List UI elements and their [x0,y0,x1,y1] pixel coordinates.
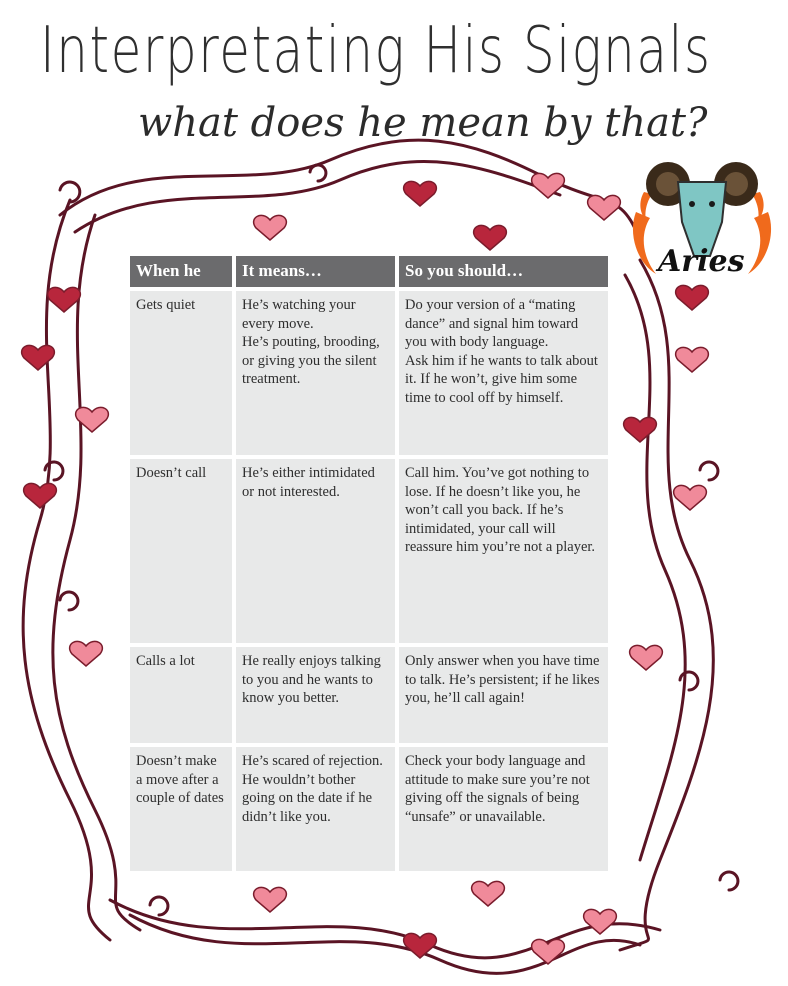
when-cell: Doesn’t make a move after a couple of dates [130,747,232,871]
column-header-should: So you should… [399,256,608,287]
should-cell: Call him. You’ve got nothing to lose. If he doesn’t like you, he won’t call you back. If he’s intimidated, your call will reassure him you’re not a player. [399,459,608,643]
means-cell: He’s watching your every move. He’s pouting, brooding, or giving you the silent treatment. [236,291,395,455]
table-row [130,291,608,455]
means-cell: He’s scared of rejection. He wouldn’t bother going on the date if he didn’t like you. [236,747,395,871]
should-cell: Only answer when you have time to talk. He’s persistent; if he likes you, he’ll call again! [399,647,608,743]
zodiac-label: Aries [658,244,745,279]
means-cell: He really enjoys talking to you and he wants to know you better. [236,647,395,743]
signals-table [130,256,608,875]
when-cell: Gets quiet [130,291,232,455]
page-title: Interpretating His Signals [40,14,712,88]
when-cell: Doesn’t call [130,459,232,643]
means-cell: He’s either intimidated or not interested. [236,459,395,643]
column-header-when: When he [130,256,232,287]
table-row [130,459,608,643]
should-cell: Check your body language and attitude to make sure you’re not giving off the signals of being “unsafe” or unavailable. [399,747,608,871]
page-subtitle: what does he mean by that? [138,100,708,146]
table-header-row [130,256,608,287]
column-header-means: It means… [236,256,395,287]
should-cell: Do your version of a “mating dance” and signal him toward you with body language. Ask him if he wants to talk about it. If he won’t, give him some time to cool off by himself. [399,291,608,455]
table-row [130,747,608,871]
table-row [130,647,608,743]
when-cell: Calls a lot [130,647,232,743]
